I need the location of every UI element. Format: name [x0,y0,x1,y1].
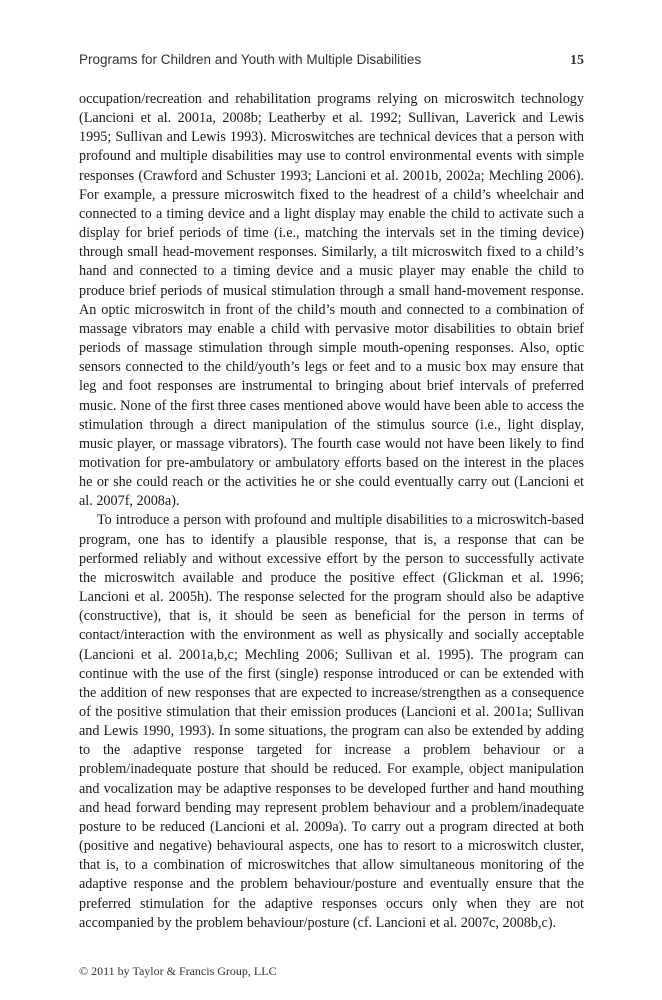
page-number: 15 [570,53,584,68]
running-header [79,52,584,69]
paragraph: To introduce a person with profound and multiple disabilities to a microswitch-based program, one has to identify a plausible response, that is, a response that can be performed reliably and without excessive effort by the person to successfully activate the microswitch available and produce the positive effect (Glickman et al. 1996; Lancioni et al. 2005h). The response selected for the program should also be adaptive (constructive), that is, it should be seen as beneficial for the person in terms of contact/interaction with the environment as well as physically and socially acceptable (Lancioni et al. 2001a,b,c; Mechling 2006; Sullivan et al. 1995). The program can continue with the use of the first (single) response introduced or can be extended with the addition of new responses that are expected to increase/strengthen as a consequence of the positive stimulation that their emission produces (Lancioni et al. 2001a; Sullivan and Lewis 1990, 1993). In some situations, the program can also be extended by adding to the adaptive response targeted for increase a problem behaviour or a problem/inadequate posture that should be reduced. For example, object manipulation and vocalization may be adaptive responses to be developed further and hand mouthing and head forward bending may represent problem behaviour and a problem/inadequate posture to be reduced (Lancioni et al. 2009a). To carry out a program directed at both (positive and negative) behavioural aspects, one has to resort to a microswitch cluster, that is, to a combination of microswitches that allow simultaneous monitoring of the adaptive response and the problem behaviour/posture and eventually ensure that the preferred stimulation for the adaptive responses occurs only when they are not accompanied by the problem behaviour/posture (cf. Lancioni et al. 2007c, 2008b,c). [79,512,584,931]
body-text [79,90,584,933]
running-title: Programs for Children and Youth with Multiple Disabilities [79,52,422,67]
copyright-footer: © 2011 by Taylor & Francis Group, LLC [79,964,277,978]
paragraph: occupation/recreation and rehabilitation programs relying on microswitch technology (Lancioni et al. 2001a, 2008b; Leatherby et al. 1992; Sullivan, Laverick and Lewis 1995; Sullivan and Lewis 1993). Microswitches are technical devices that a person with profound and multiple disabilities may use to control environmental events with simple responses (Crawford and Schuster 1993; Lancioni et al. 2001b, 2002a; Mechling 2006). For example, a pressure microswitch fixed to the headrest of a child’s wheelchair and connected to a timing device and a light display may enable the child to activate such a display for brief periods of time (i.e., matching the intervals set in the timing device) through small head-movement responses. Similarly, a tilt microswitch fixed to a child’s hand and connected to a timing device and a music player may enable the child to produce brief periods of musical stimulation through a small hand-movement response. An optic microswitch in front of the child’s mouth and connected to a combination of massage vibrators may enable a child with pervasive motor disabilities to obtain brief periods of massage stimulation through simple mouth-opening responses. Also, optic sensors connected to the child/youth’s legs or feet and to a music box may ensure that leg and foot responses are instrumental to bringing about brief intervals of preferred music. None of the first three cases mentioned above would have been able to access the stimulation through a direct manipulation of the stimulus source (i.e., light display, music player, or massage vibrators). The fourth case would not have been likely to find motivation for pre-ambulatory or ambulatory efforts based on the interest in the places he or she could reach or the activities he or she could eventually carry out (Lancioni et al. 2007f, 2008a). [79,91,584,510]
